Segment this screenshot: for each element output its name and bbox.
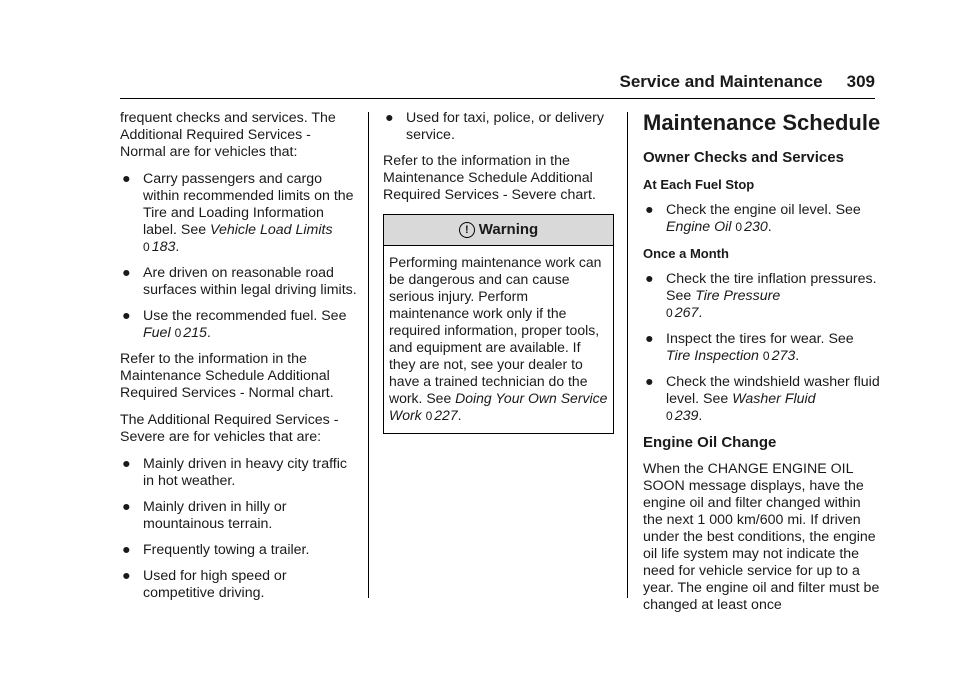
page-arrow-icon: 0 bbox=[666, 306, 673, 320]
page-arrow-icon: 0 bbox=[143, 240, 150, 254]
bullet-icon: ● bbox=[122, 568, 131, 584]
bullet-icon: ● bbox=[645, 331, 654, 347]
paragraph: When the CHANGE ENGINE OIL SOON message displays, have the engine oil and filter changed within the next 1 000 km/600 mi. If driven under the best conditions, the engine oil life system may not indicate the need for vehicle service for up to a year. The engine oil and filter must be changed at least once bbox=[643, 461, 880, 613]
page-reference[interactable]: 230 bbox=[744, 219, 768, 235]
column-left bbox=[120, 110, 358, 611]
list-item: ● Mainly driven in heavy city traffic in hot weather. bbox=[122, 456, 347, 489]
warning-icon: ! bbox=[459, 222, 475, 238]
page-header bbox=[120, 72, 875, 92]
page-arrow-icon: 0 bbox=[174, 326, 182, 340]
bullet-icon: ● bbox=[645, 202, 654, 218]
page-arrow-icon: 0 bbox=[762, 349, 770, 363]
intro-paragraph: frequent checks and services. The Additional Required Services - Normal are for vehicles that: bbox=[120, 110, 336, 160]
page-reference[interactable]: 273 bbox=[771, 348, 796, 364]
header-rule bbox=[120, 98, 875, 99]
cross-reference-link[interactable]: Tire Pressure bbox=[695, 288, 781, 304]
list-item: ● Check the engine oil level. See Engine Oil 0 230. bbox=[645, 202, 861, 235]
column-divider bbox=[627, 112, 628, 598]
cross-reference-link[interactable]: Washer Fluid bbox=[732, 391, 816, 407]
page-arrow-icon: 0 bbox=[666, 409, 673, 423]
section-title: Service and Maintenance bbox=[619, 72, 823, 91]
page-reference[interactable]: 239 bbox=[674, 408, 699, 424]
cross-reference-link[interactable]: Tire Inspection bbox=[666, 348, 759, 364]
cross-reference-link[interactable]: Engine Oil bbox=[666, 219, 732, 235]
subsection-heading: Owner Checks and Services bbox=[643, 149, 844, 166]
bullet-icon: ● bbox=[122, 265, 131, 281]
paragraph: Refer to the information in the Maintenance Schedule Additional Required Services - Normal chart. bbox=[120, 351, 334, 401]
column-divider bbox=[368, 112, 369, 598]
subsection-heading: Engine Oil Change bbox=[643, 434, 777, 451]
bullet-icon: ● bbox=[122, 456, 131, 472]
list-item: ● Use the recommended fuel. See Fuel 0 215. bbox=[122, 308, 347, 341]
page-number: 309 bbox=[846, 72, 875, 91]
bullet-icon: ● bbox=[122, 171, 131, 187]
list-item: ● Check the tire inflation pressures. See Tire Pressure 0 267. bbox=[645, 271, 877, 321]
list-item: ● Carry passengers and cargo within recommended limits on the Tire and Loading Information label. See Vehicle Load Limits 0 183. bbox=[122, 171, 354, 255]
page-arrow-icon: 0 bbox=[735, 220, 743, 234]
bullet-icon: ● bbox=[645, 271, 654, 287]
page-reference[interactable]: 183 bbox=[151, 239, 176, 255]
bullet-icon: ● bbox=[385, 110, 394, 126]
list-item: ● Used for high speed or competitive driving. bbox=[122, 568, 287, 601]
page-arrow-icon: 0 bbox=[425, 409, 433, 423]
warning-body: Performing maintenance work can be dangerous and can cause serious injury. Perform maintenance work only if the required information, proper tools, and equipment are available. If they are not, see your dealer to have a trained technician do the work. See Doing Your Own Service Work 0 227. bbox=[389, 254, 608, 423]
list-item: ● Frequently towing a trailer. bbox=[122, 542, 310, 558]
list-item: ● Used for taxi, police, or delivery service. bbox=[385, 110, 604, 143]
bullet-icon: ● bbox=[122, 499, 131, 515]
column-right bbox=[643, 110, 883, 624]
column-middle bbox=[383, 110, 615, 434]
warning-title: Warning bbox=[478, 221, 539, 238]
paragraph: The Additional Required Services - Severe are for vehicles that are: bbox=[120, 412, 339, 445]
section-heading: Maintenance Schedule bbox=[643, 110, 881, 135]
page-reference[interactable]: 215 bbox=[183, 325, 207, 341]
cross-reference-link[interactable]: Vehicle Load Limits bbox=[210, 222, 333, 238]
page-reference[interactable]: 267 bbox=[674, 305, 699, 321]
warning-header bbox=[384, 215, 613, 246]
paragraph: Refer to the information in the Maintenance Schedule Additional Required Services - Severe chart. bbox=[383, 153, 596, 203]
bullet-icon: ● bbox=[645, 374, 654, 390]
subheading: At Each Fuel Stop bbox=[643, 177, 755, 192]
list-item: ● Are driven on reasonable road surfaces within legal driving limits. bbox=[122, 265, 357, 298]
subheading: Once a Month bbox=[643, 246, 729, 261]
page-reference[interactable]: 227 bbox=[434, 407, 458, 423]
bullet-icon: ● bbox=[122, 308, 131, 324]
list-item: ● Mainly driven in hilly or mountainous terrain. bbox=[122, 499, 287, 532]
bullet-icon: ● bbox=[122, 542, 131, 558]
list-item: ● Check the windshield washer fluid level. See Washer Fluid 0 239. bbox=[645, 374, 880, 424]
cross-reference-link[interactable]: Fuel bbox=[143, 325, 171, 341]
cross-reference-link[interactable]: Doing Your Own Service Work bbox=[389, 390, 608, 423]
warning-box bbox=[383, 214, 614, 434]
list-item: ● Inspect the tires for wear. See Tire Inspection 0 273. bbox=[645, 331, 854, 364]
